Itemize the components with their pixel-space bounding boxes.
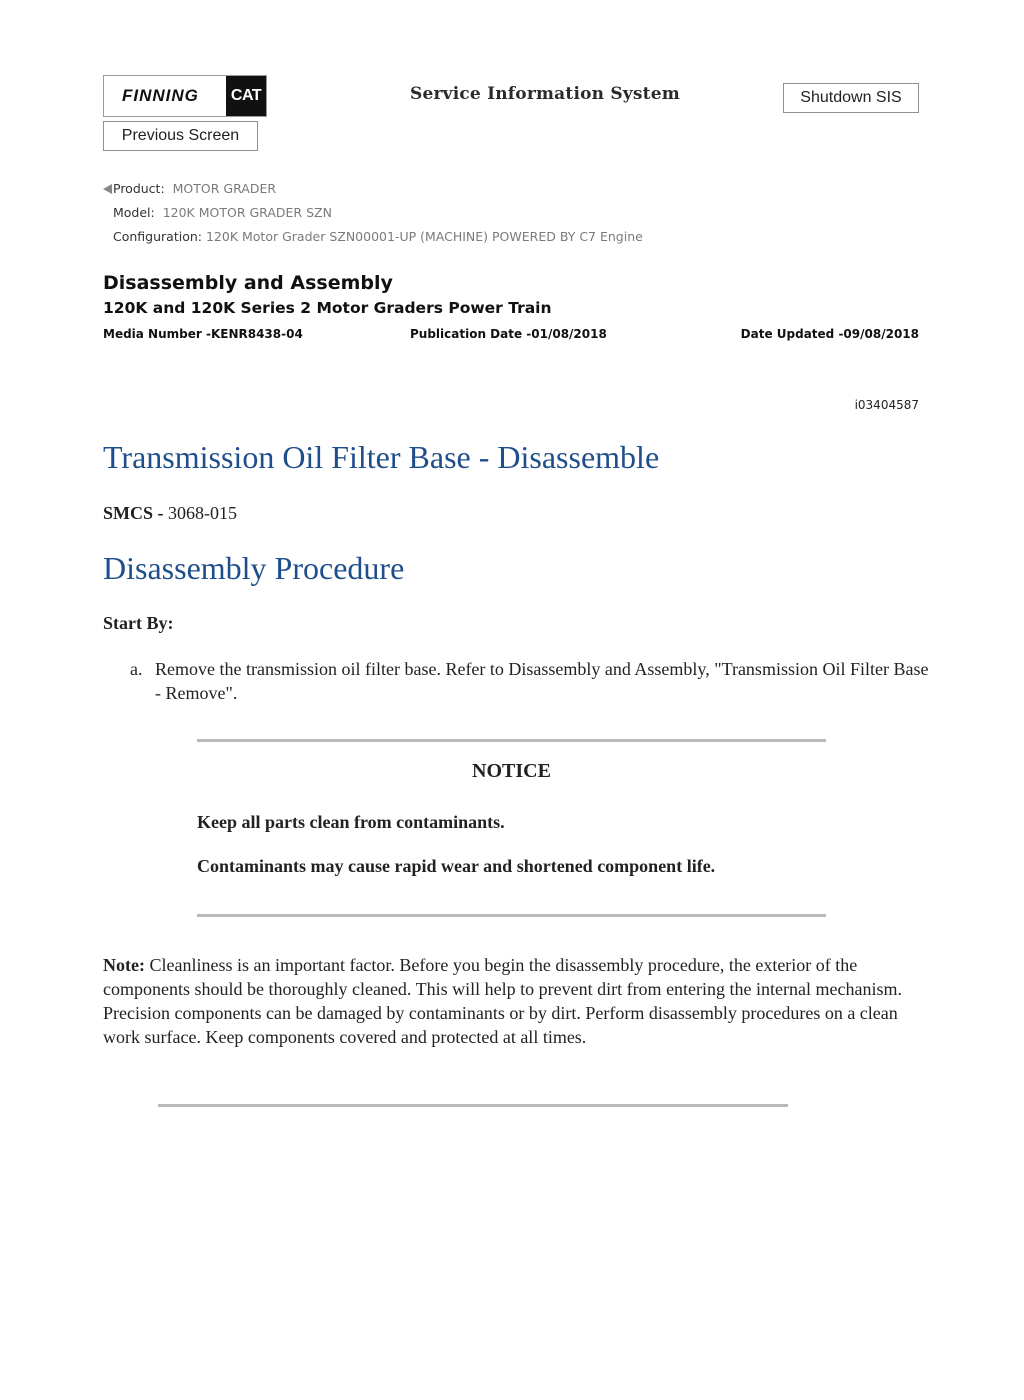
smcs-value: 3068-015 (168, 503, 238, 523)
step-marker: a. (130, 659, 143, 679)
notice-title: NOTICE (472, 760, 551, 782)
notice-divider-bottom (197, 914, 826, 917)
page-end-divider (158, 1104, 788, 1107)
finning-logo-text: FINNING (122, 86, 199, 105)
start-by-label: Start By: (103, 613, 174, 633)
cat-logo-icon: CAT (226, 76, 266, 116)
page-title: Transmission Oil Filter Base - Disassemble (103, 439, 660, 475)
shutdown-sis-button[interactable]: Shutdown SIS (783, 83, 919, 113)
configuration-value: 120K Motor Grader SZN00001-UP (MACHINE) POWERED BY C7 Engine (205, 229, 643, 244)
note-text: Cleanliness is an important factor. Before you begin the disassembly procedure, the exterior of the components should be thoroughly cleaned. This will help to prevent dirt from entering the internal mechanism. Precision components can be damaged by contaminants or by dirt. Perform disassembly procedures on a clean work surface. Keep components covered and protected at all times. (103, 955, 902, 1047)
finning-cat-logo (103, 75, 267, 117)
note-paragraph (103, 953, 921, 1049)
media-number: Media Number -KENR8438-04 (103, 327, 303, 341)
model-value: 120K MOTOR GRADER SZN (162, 205, 332, 220)
date-updated: Date Updated -09/08/2018 (740, 327, 919, 341)
product-line (103, 181, 276, 196)
document-subtitle: 120K and 120K Series 2 Motor Graders Power Train (103, 299, 552, 317)
back-arrow-icon[interactable] (103, 184, 112, 194)
product-value: MOTOR GRADER (172, 181, 277, 196)
document-id: i03404587 (854, 398, 919, 412)
notice-line-2: Contaminants may cause rapid wear and shortened component life. (197, 856, 716, 876)
model-label: Model: (113, 205, 155, 220)
publication-date: Publication Date -01/08/2018 (410, 327, 607, 341)
product-label: Product: (113, 181, 165, 196)
note-label: Note: (103, 955, 145, 975)
smcs-label: SMCS - (103, 503, 169, 523)
model-line (113, 205, 332, 220)
smcs-code (103, 503, 237, 524)
sis-title: Service Information System (410, 84, 680, 104)
procedure-heading: Disassembly Procedure (103, 550, 405, 586)
list-item (130, 657, 930, 705)
previous-screen-button[interactable]: Previous Screen (103, 121, 258, 151)
document-title: Disassembly and Assembly (103, 272, 393, 294)
notice-divider-top (197, 739, 826, 742)
notice-line-1: Keep all parts clean from contaminants. (197, 812, 505, 832)
configuration-line (113, 229, 643, 244)
configuration-label: Configuration: (113, 229, 202, 244)
step-text: Remove the transmission oil filter base. Refer to Disassembly and Assembly, "Transmission Oil Filter Base - Remove". (155, 659, 929, 703)
